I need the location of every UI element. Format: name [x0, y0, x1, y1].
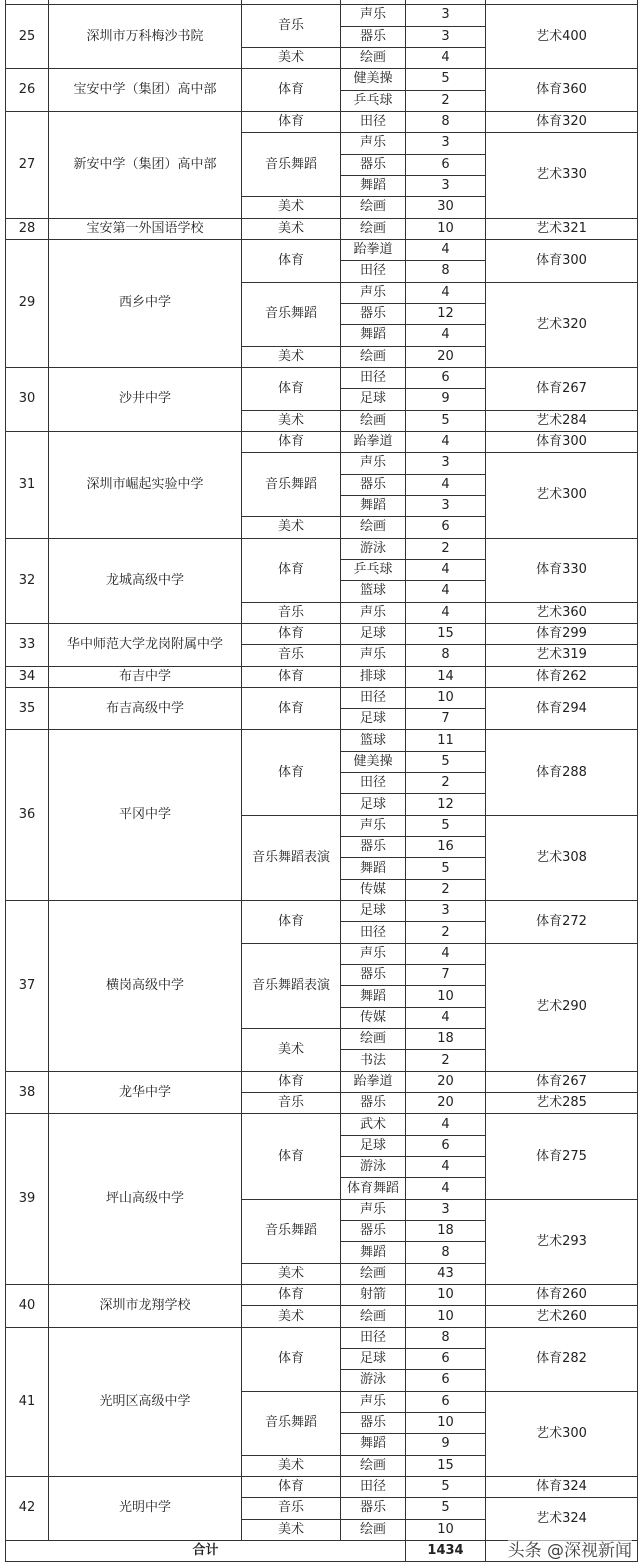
min-score: 艺术300: [486, 453, 638, 538]
min-score: 体育320: [486, 111, 638, 132]
min-score: 体育260: [486, 1285, 638, 1306]
quota: 4: [406, 47, 486, 68]
quota: 5: [406, 410, 486, 431]
quota: 6: [406, 517, 486, 538]
school-name: 宝安中学（集团）高中部: [49, 69, 242, 112]
school-name: 宝安第一外国语学校: [49, 218, 242, 239]
subject: 绘画: [341, 218, 406, 239]
table-row: [6, 623, 638, 644]
category: 音乐舞蹈表演: [242, 815, 341, 900]
table-row: [6, 69, 638, 90]
school-name: 西乡中学: [49, 239, 242, 367]
subject: 田径: [341, 922, 406, 943]
quota: 3: [406, 26, 486, 47]
quota: 10: [406, 218, 486, 239]
subject: 器乐: [341, 1093, 406, 1114]
category: 音乐舞蹈表演: [242, 943, 341, 1028]
subject: 绘画: [341, 517, 406, 538]
school-number: 28: [6, 218, 49, 239]
subject: 足球: [341, 623, 406, 644]
quota: 30: [406, 197, 486, 218]
quota: 6: [406, 1135, 486, 1156]
table-row: [6, 730, 638, 751]
school-number: 25: [6, 5, 49, 69]
min-score: 体育360: [486, 69, 638, 112]
quota: 4: [406, 239, 486, 260]
category: 体育: [242, 687, 341, 730]
category: 体育: [242, 431, 341, 452]
category: 体育: [242, 367, 341, 410]
quota: 10: [406, 1412, 486, 1433]
subject: 绘画: [341, 346, 406, 367]
subject: 舞蹈: [341, 986, 406, 1007]
quota: 10: [406, 1306, 486, 1327]
min-score: 艺术319: [486, 645, 638, 666]
category: 体育: [242, 1114, 341, 1199]
min-score: 体育267: [486, 367, 638, 410]
school-number: 39: [6, 1114, 49, 1285]
table-row: [6, 5, 638, 26]
min-score: 艺术300: [486, 1391, 638, 1476]
quota: 10: [406, 1519, 486, 1540]
category: 体育: [242, 901, 341, 944]
school-name: 布吉高级中学: [49, 687, 242, 730]
subject: 舞蹈: [341, 325, 406, 346]
quota: 6: [406, 1370, 486, 1391]
category: 体育: [242, 1285, 341, 1306]
subject: 器乐: [341, 474, 406, 495]
quota: 20: [406, 1071, 486, 1092]
subject: 射箭: [341, 1285, 406, 1306]
table-row: [6, 538, 638, 559]
subject: 器乐: [341, 303, 406, 324]
table-row: [6, 687, 638, 708]
quota: 9: [406, 389, 486, 410]
subject: 体育舞蹈: [341, 1178, 406, 1199]
quota: 3: [406, 453, 486, 474]
quota: 4: [406, 325, 486, 346]
subject: 田径: [341, 687, 406, 708]
school-name: 新安中学（集团）高中部: [49, 111, 242, 218]
category: 体育: [242, 730, 341, 815]
table-row: [6, 431, 638, 452]
category: 体育: [242, 1327, 341, 1391]
school-number: 27: [6, 111, 49, 218]
subject: 田径: [341, 261, 406, 282]
school-number: 29: [6, 239, 49, 367]
min-score: 体育300: [486, 239, 638, 282]
subject: 篮球: [341, 730, 406, 751]
category: 音乐: [242, 5, 341, 48]
subject: 器乐: [341, 1221, 406, 1242]
category: 音乐: [242, 645, 341, 666]
school-number: 35: [6, 687, 49, 730]
category: 音乐舞蹈: [242, 282, 341, 346]
min-score: 艺术285: [486, 1093, 638, 1114]
category: 体育: [242, 623, 341, 644]
subject: 声乐: [341, 282, 406, 303]
subject: 田径: [341, 1476, 406, 1497]
subject: 绘画: [341, 1519, 406, 1540]
subject: 器乐: [341, 26, 406, 47]
subject: 乒乓球: [341, 90, 406, 111]
min-score: 艺术360: [486, 602, 638, 623]
quota: 4: [406, 431, 486, 452]
min-score: 艺术324: [486, 1498, 638, 1541]
quota: 6: [406, 1349, 486, 1370]
category: 美术: [242, 47, 341, 68]
subject: 绘画: [341, 47, 406, 68]
category: 体育: [242, 1476, 341, 1497]
quota: 16: [406, 837, 486, 858]
quota: 4: [406, 1157, 486, 1178]
quota: 18: [406, 1029, 486, 1050]
subject: 器乐: [341, 837, 406, 858]
min-score: 艺术321: [486, 218, 638, 239]
quota: 3: [406, 175, 486, 196]
subject: 田径: [341, 111, 406, 132]
school-name: 沙井中学: [49, 367, 242, 431]
quota: 5: [406, 858, 486, 879]
category: 美术: [242, 1306, 341, 1327]
subject: 舞蹈: [341, 858, 406, 879]
school-name: 深圳市崛起实验中学: [49, 431, 242, 538]
subject: 声乐: [341, 453, 406, 474]
subject: 篮球: [341, 581, 406, 602]
subject: 跆拳道: [341, 239, 406, 260]
watermark: 头条 @深视新闻: [508, 1536, 632, 1561]
subject: 足球: [341, 794, 406, 815]
category: 音乐: [242, 1498, 341, 1519]
quota: 5: [406, 815, 486, 836]
subject: 足球: [341, 1349, 406, 1370]
subject: 书法: [341, 1050, 406, 1071]
quota: 7: [406, 709, 486, 730]
school-number: 36: [6, 730, 49, 901]
quota: 3: [406, 5, 486, 26]
subject: 舞蹈: [341, 1434, 406, 1455]
subject: 武术: [341, 1114, 406, 1135]
min-score: 艺术284: [486, 410, 638, 431]
subject: 器乐: [341, 154, 406, 175]
enrollment-table: [5, 0, 638, 1562]
quota: 3: [406, 901, 486, 922]
quota: 43: [406, 1263, 486, 1284]
min-score: 艺术260: [486, 1306, 638, 1327]
subject: 声乐: [341, 602, 406, 623]
subject: 游泳: [341, 1370, 406, 1391]
quota: 3: [406, 1199, 486, 1220]
total-value: 1434: [406, 1540, 486, 1561]
quota: 2: [406, 538, 486, 559]
school-number: 42: [6, 1476, 49, 1540]
quota: 3: [406, 133, 486, 154]
min-score: 体育282: [486, 1327, 638, 1391]
min-score: 体育275: [486, 1114, 638, 1199]
subject: 声乐: [341, 645, 406, 666]
subject: 声乐: [341, 815, 406, 836]
category: 美术: [242, 1263, 341, 1284]
subject: 传媒: [341, 1007, 406, 1028]
category: 音乐: [242, 1093, 341, 1114]
min-score: 体育324: [486, 1476, 638, 1497]
subject: 足球: [341, 389, 406, 410]
quota: 4: [406, 602, 486, 623]
table-row: [6, 111, 638, 132]
category: 音乐舞蹈: [242, 133, 341, 197]
min-score: 体育294: [486, 687, 638, 730]
quota: 4: [406, 943, 486, 964]
school-number: 31: [6, 431, 49, 538]
quota: 2: [406, 922, 486, 943]
category: 美术: [242, 1519, 341, 1540]
quota: 12: [406, 794, 486, 815]
subject: 器乐: [341, 1412, 406, 1433]
subject: 声乐: [341, 5, 406, 26]
subject: 绘画: [341, 1029, 406, 1050]
subject: 足球: [341, 709, 406, 730]
subject: 器乐: [341, 1498, 406, 1519]
category: 体育: [242, 1071, 341, 1092]
category: 体育: [242, 69, 341, 112]
min-score: 体育330: [486, 538, 638, 602]
subject: 足球: [341, 1135, 406, 1156]
subject: 声乐: [341, 1391, 406, 1412]
quota: 2: [406, 773, 486, 794]
school-number: 30: [6, 367, 49, 431]
category: 美术: [242, 410, 341, 431]
school-name: 深圳市万科梅沙书院: [49, 5, 242, 69]
min-score: 艺术330: [486, 133, 638, 218]
quota: 5: [406, 1498, 486, 1519]
quota: 5: [406, 751, 486, 772]
school-name: 坪山高级中学: [49, 1114, 242, 1285]
school-name: 光明中学: [49, 1476, 242, 1540]
category: 体育: [242, 111, 341, 132]
quota: 10: [406, 1285, 486, 1306]
table-row: [6, 1476, 638, 1497]
table-row: [6, 218, 638, 239]
category: 美术: [242, 197, 341, 218]
table-row: [6, 1285, 638, 1306]
category: 音乐舞蹈: [242, 1391, 341, 1455]
table-row: [6, 901, 638, 922]
quota: 8: [406, 645, 486, 666]
quota: 2: [406, 879, 486, 900]
subject: 绘画: [341, 197, 406, 218]
category: 体育: [242, 239, 341, 282]
subject: 器乐: [341, 965, 406, 986]
min-score: 艺术293: [486, 1199, 638, 1284]
subject: 绘画: [341, 410, 406, 431]
table-row: [6, 1114, 638, 1135]
subject: 田径: [341, 773, 406, 794]
quota: 20: [406, 346, 486, 367]
quota: 18: [406, 1221, 486, 1242]
school-name: 龙城高级中学: [49, 538, 242, 623]
table-row: [6, 1071, 638, 1092]
quota: 4: [406, 282, 486, 303]
quota: 8: [406, 261, 486, 282]
category: 音乐: [242, 602, 341, 623]
school-number: 34: [6, 666, 49, 687]
quota: 4: [406, 1114, 486, 1135]
table-row: [6, 1327, 638, 1348]
quota: 20: [406, 1093, 486, 1114]
quota: 5: [406, 1476, 486, 1497]
subject: 田径: [341, 1327, 406, 1348]
quota: 4: [406, 559, 486, 580]
subject: 健美操: [341, 751, 406, 772]
quota: 4: [406, 1178, 486, 1199]
quota: 2: [406, 90, 486, 111]
min-score: 体育299: [486, 623, 638, 644]
subject: 绘画: [341, 1263, 406, 1284]
total-label: 合计: [6, 1540, 406, 1561]
quota: 4: [406, 1007, 486, 1028]
subject: 绘画: [341, 1455, 406, 1476]
table-row: [6, 239, 638, 260]
min-score: 艺术400: [486, 5, 638, 69]
quota: 10: [406, 986, 486, 1007]
quota: 2: [406, 1050, 486, 1071]
quota: 12: [406, 303, 486, 324]
school-number: 32: [6, 538, 49, 623]
subject: 声乐: [341, 943, 406, 964]
category: 美术: [242, 218, 341, 239]
school-name: 横岗高级中学: [49, 901, 242, 1072]
quota: 9: [406, 1434, 486, 1455]
quota: 15: [406, 1455, 486, 1476]
subject: 声乐: [341, 1199, 406, 1220]
min-score: 艺术320: [486, 282, 638, 367]
subject: 舞蹈: [341, 1242, 406, 1263]
school-number: 33: [6, 623, 49, 666]
school-number: 38: [6, 1071, 49, 1114]
quota: 8: [406, 1242, 486, 1263]
school-name: 平冈中学: [49, 730, 242, 901]
school-number: 37: [6, 901, 49, 1072]
quota: 10: [406, 687, 486, 708]
subject: 游泳: [341, 538, 406, 559]
subject: 乒乓球: [341, 559, 406, 580]
category: 音乐舞蹈: [242, 1199, 341, 1263]
category: 美术: [242, 517, 341, 538]
subject: 健美操: [341, 69, 406, 90]
min-score: 体育267: [486, 1071, 638, 1092]
quota: 8: [406, 111, 486, 132]
subject: 舞蹈: [341, 175, 406, 196]
subject: 田径: [341, 367, 406, 388]
quota: 3: [406, 495, 486, 516]
category: 体育: [242, 666, 341, 687]
quota: 8: [406, 1327, 486, 1348]
category: 体育: [242, 538, 341, 602]
quota: 4: [406, 581, 486, 602]
quota: 7: [406, 965, 486, 986]
school-number: 41: [6, 1327, 49, 1476]
quota: 4: [406, 474, 486, 495]
min-score: 体育272: [486, 901, 638, 944]
school-name: 深圳市龙翔学校: [49, 1285, 242, 1328]
min-score: 艺术290: [486, 943, 638, 1071]
school-number: 26: [6, 69, 49, 112]
subject: 跆拳道: [341, 1071, 406, 1092]
quota: 14: [406, 666, 486, 687]
subject: 跆拳道: [341, 431, 406, 452]
subject: 足球: [341, 901, 406, 922]
subject: 游泳: [341, 1157, 406, 1178]
quota: 11: [406, 730, 486, 751]
quota: 6: [406, 154, 486, 175]
quota: 5: [406, 69, 486, 90]
quota: 15: [406, 623, 486, 644]
min-score: 艺术308: [486, 815, 638, 900]
school-name: 光明区高级中学: [49, 1327, 242, 1476]
subject: 舞蹈: [341, 495, 406, 516]
quota: 6: [406, 367, 486, 388]
school-name: 龙华中学: [49, 1071, 242, 1114]
min-score: 体育262: [486, 666, 638, 687]
subject: 传媒: [341, 879, 406, 900]
category: 美术: [242, 1029, 341, 1072]
table-row: [6, 367, 638, 388]
category: 美术: [242, 1455, 341, 1476]
min-score: 体育300: [486, 431, 638, 452]
table-row: [6, 666, 638, 687]
quota: 6: [406, 1391, 486, 1412]
min-score: 体育288: [486, 730, 638, 815]
school-number: 40: [6, 1285, 49, 1328]
school-name: 布吉中学: [49, 666, 242, 687]
category: 美术: [242, 346, 341, 367]
school-name: 华中师范大学龙岗附属中学: [49, 623, 242, 666]
subject: 声乐: [341, 133, 406, 154]
category: 音乐舞蹈: [242, 453, 341, 517]
subject: 绘画: [341, 1306, 406, 1327]
subject: 排球: [341, 666, 406, 687]
